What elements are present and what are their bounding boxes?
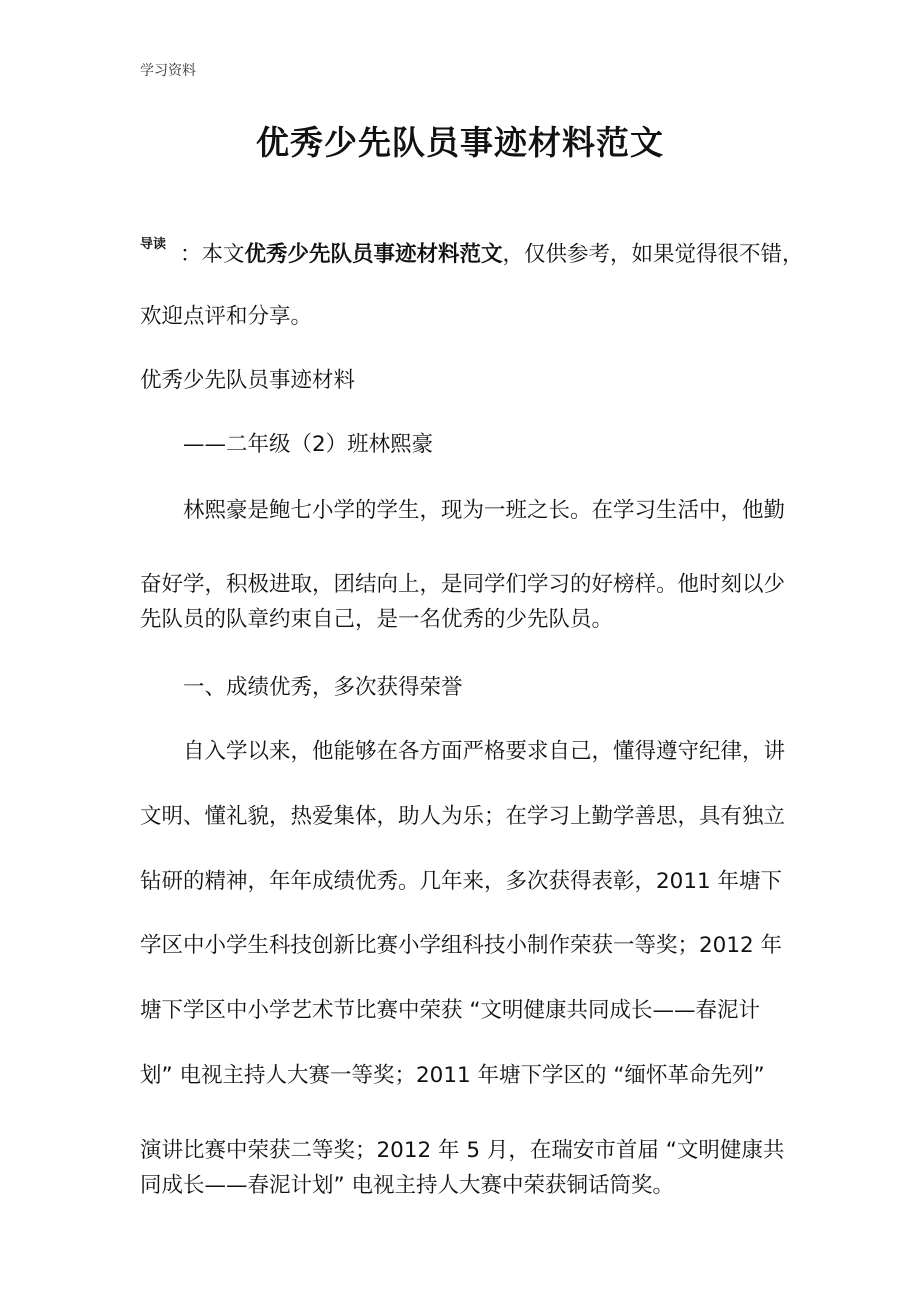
paragraph-2-line-8: 同成长——春泥计划” 电视主持人大赛中荣获铜话筒奖。 — [140, 1173, 674, 1198]
lead-tag: 导读 — [140, 237, 167, 252]
document-title: 优秀少先队员事迹材料范文 — [256, 123, 664, 162]
paragraph-2-line-5: 塘下学区中小学艺术节比赛中荣获 “文明健康共同成长——春泥计 — [140, 998, 760, 1023]
paragraph-2-line-2: 文明、懂礼貌，热爱集体，助人为乐；在学习上勤学善思，具有独立 — [140, 804, 786, 829]
paragraph-2-line-1: 自入学以来，他能够在各方面严格要求自己，懂得遵守纪律，讲 — [183, 739, 786, 764]
header-label: 学习资料 — [140, 63, 196, 79]
paragraph-1-line-3: 先队员的队章约束自己，是一名优秀的少先队员。 — [140, 607, 614, 632]
paragraph-2-line-7: 演讲比赛中荣获二等奖；2012 年 5 月，在瑞安市首届 “文明健康共 — [140, 1138, 785, 1163]
lead-suffix: ，仅供参考，如果觉得很不错， — [502, 242, 804, 267]
paragraph-2-line-6: 划” 电视主持人大赛一等奖；2011 年塘下学区的 “缅怀革命先列” — [140, 1063, 765, 1088]
paragraph-2-line-4: 学区中小学生科技创新比赛小学组科技小制作荣获一等奖；2012 年 — [140, 933, 783, 958]
section-heading-1: 一、成绩优秀，多次获得荣誉 — [183, 675, 463, 700]
lead-bold-title: 优秀少先队员事迹材料范文 — [244, 242, 503, 267]
paragraph-1-line-1: 林熙豪是鲍七小学的学生，现为一班之长。在学习生活中，他勤 — [183, 498, 786, 523]
byline: ——二年级（2）班林熙豪 — [183, 432, 434, 457]
lead-line-1 — [180, 240, 804, 270]
body-subtitle: 优秀少先队员事迹材料 — [140, 368, 356, 393]
lead-prefix: ：本文 — [180, 242, 245, 267]
paragraph-2-line-3: 钻研的精神，年年成绩优秀。几年来，多次获得表彰，2011 年塘下 — [140, 869, 783, 894]
paragraph-1-line-2: 奋好学，积极进取，团结向上，是同学们学习的好榜样。他时刻以少 — [140, 572, 786, 597]
lead-line-2: 欢迎点评和分享。 — [140, 304, 313, 329]
